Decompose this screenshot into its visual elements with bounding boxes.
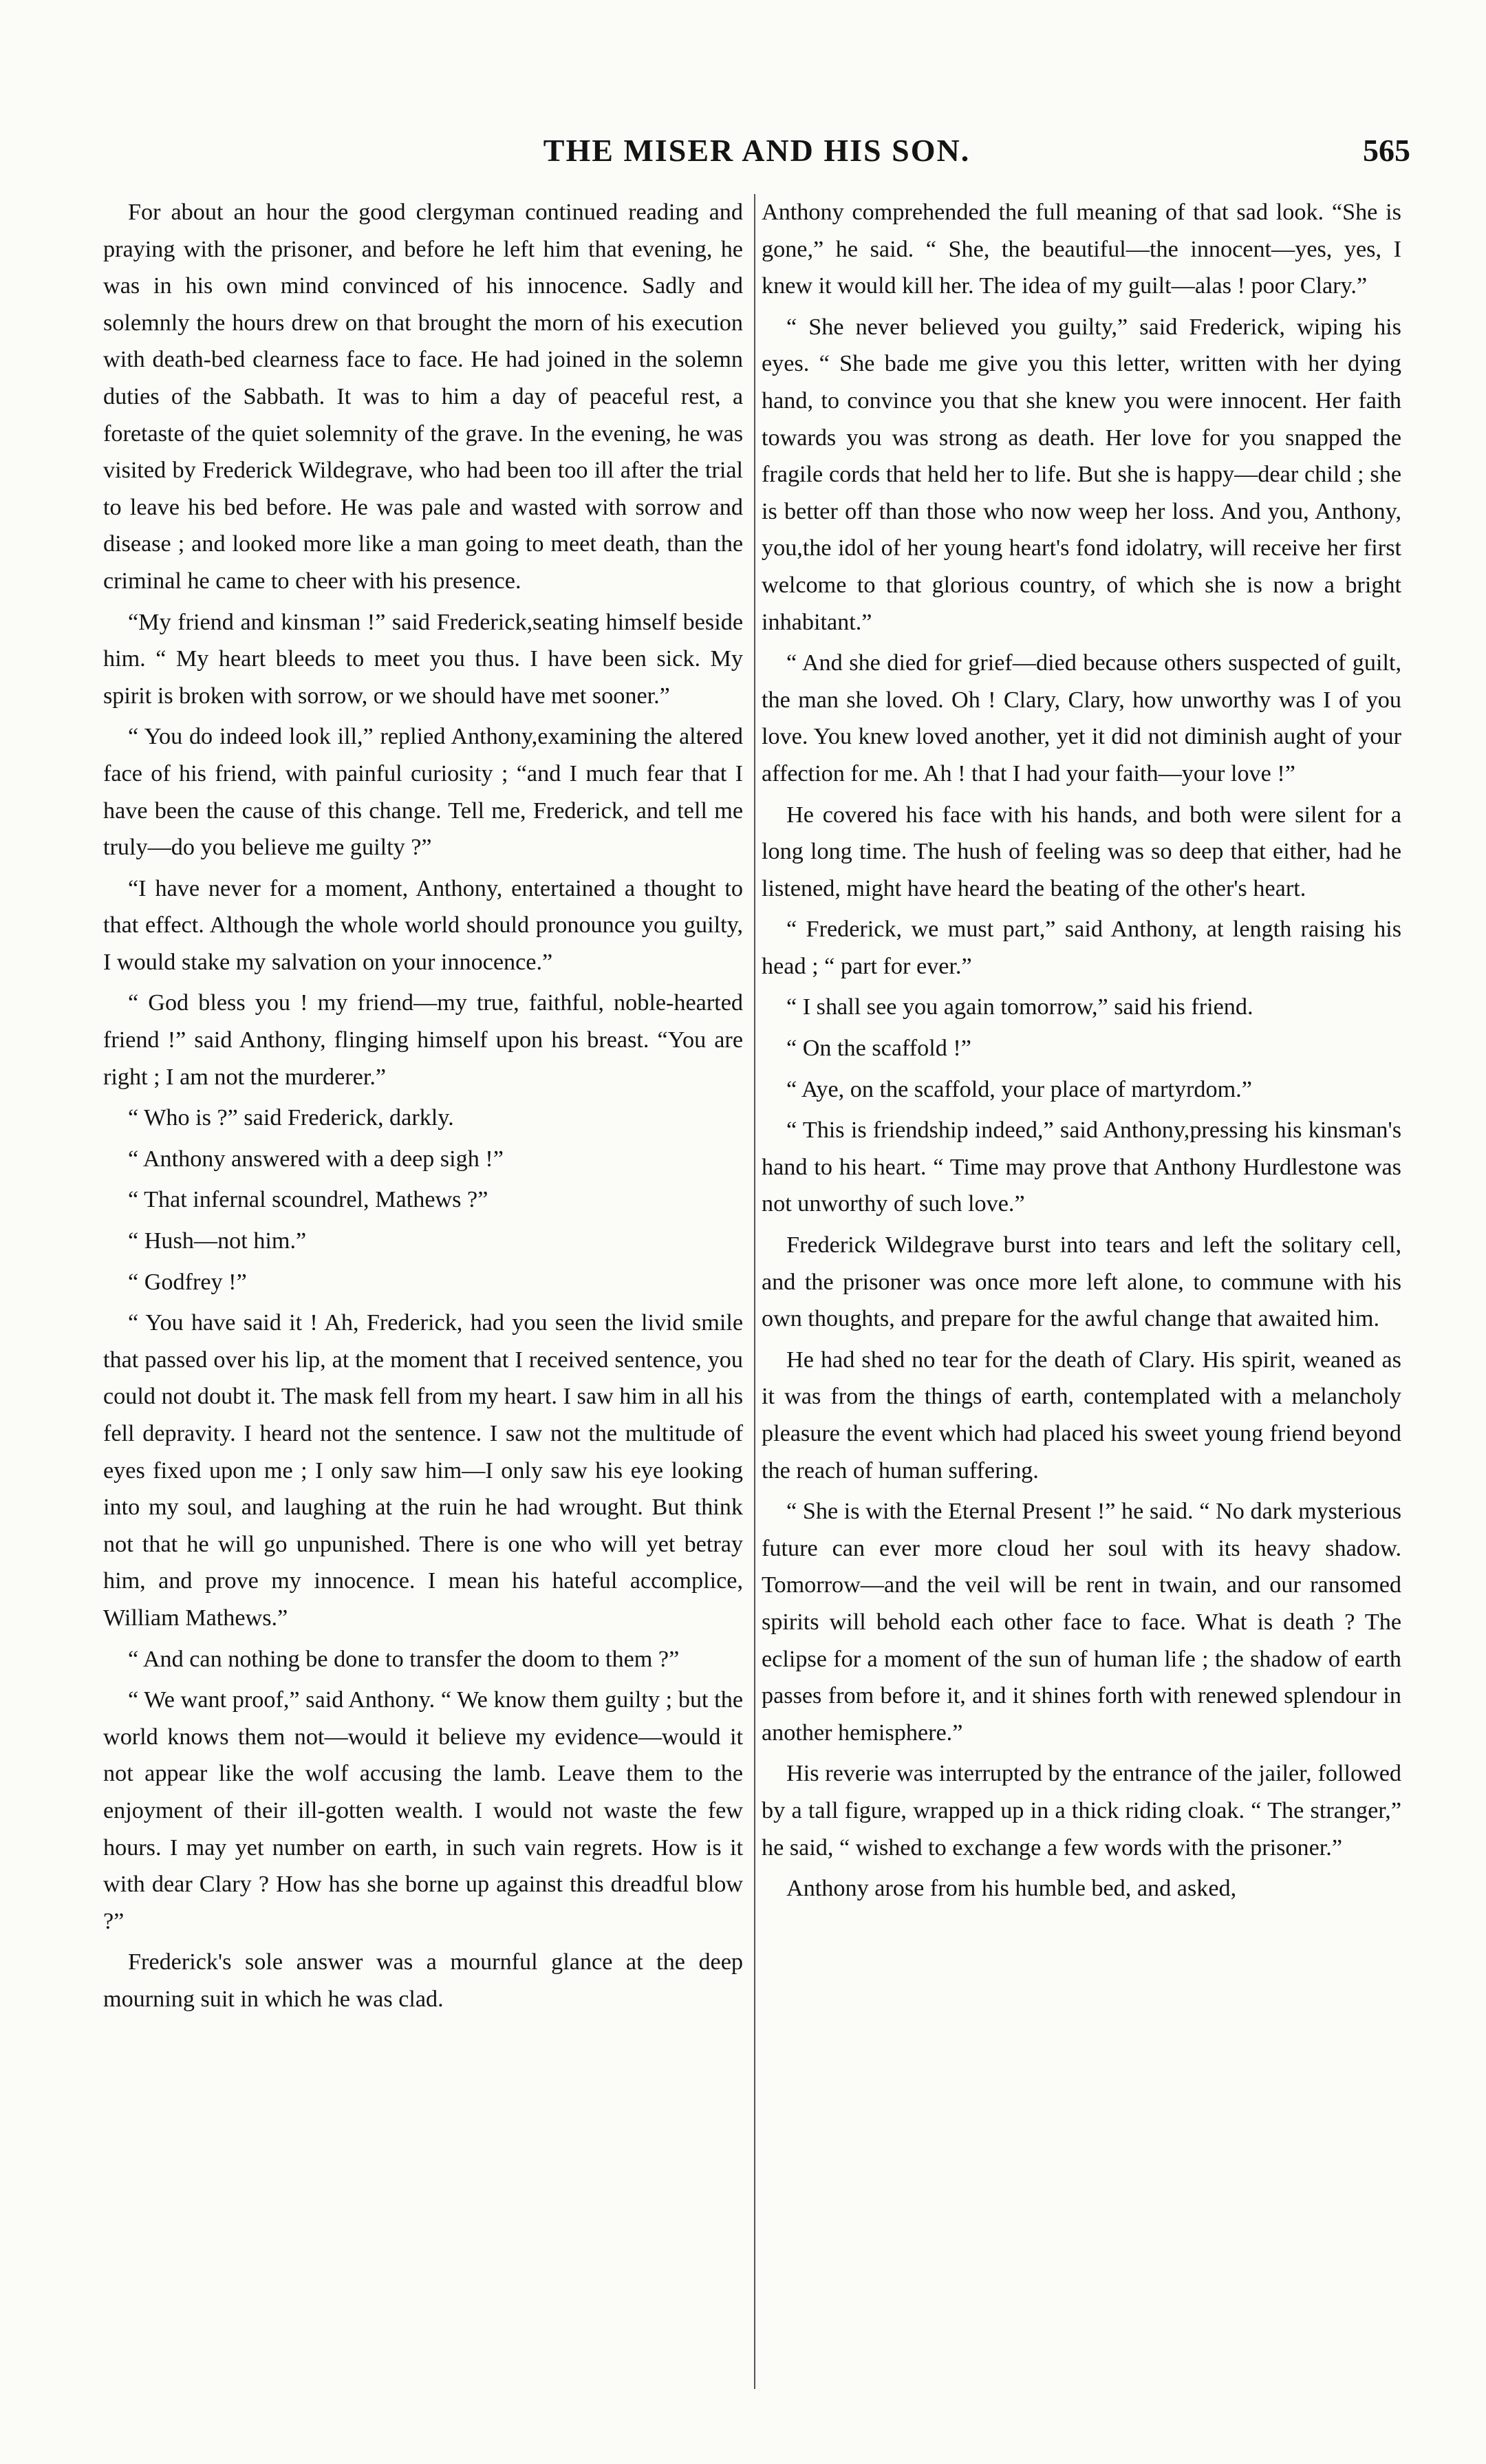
- paragraph: He had shed no tear for the death of Clary. His spirit, weaned as it was from the things of earth, contemplated with a melancholy pleasure the event which had placed his sweet young friend beyond the reach of human suffering.: [762, 1347, 1401, 1483]
- paragraph: “ She is with the Eternal Present !” he said. “ No dark mysterious future can ever more cloud her soul with its heavy shadow. Tomorrow—and the veil will be rent in twain, and our ransomed spirits will behold each other face to face. What is death ? The eclipse for a moment of the sun of human life ; the shadow of earth passes from before it, and it shines forth with renewed splendour in another hemisphere.”: [762, 1499, 1401, 1746]
- page-header: [103, 132, 1410, 173]
- paragraph: “ Anthony answered with a deep sigh !”: [128, 1146, 504, 1172]
- left-column: [103, 194, 743, 2022]
- paragraph: He covered his face with his hands, and both were silent for a long long time. The hush of feeling was so deep that either, had he listened, might have heard the beating of the other's heart.: [762, 802, 1401, 901]
- right-column: [762, 194, 1401, 1911]
- paragraph: Frederick's sole answer was a mournful glance at the deep mourning suit in which he was clad.: [103, 1949, 743, 2012]
- paragraph: “ Hush—not him.”: [128, 1228, 307, 1254]
- paragraph: “ Frederick, we must part,” said Anthony, at length raising his head ; “ part for ever.”: [762, 917, 1401, 979]
- paragraph: “ You do indeed look ill,” replied Anthony,examining the altered face of his friend, with painful curiosity ; “and I much fear that I have been the cause of this change. Tell me, Frederick, and tell me truly—do you believe me guilty ?”: [103, 724, 743, 861]
- paragraph: “ And she died for grief—died because others suspected of guilt, the man she loved. Oh ! Clary, Clary, how unworthy was I of you love. You knew loved another, yet it did not diminish aught of your affection for me. Ah ! that I had your faith—your love !”: [762, 650, 1401, 786]
- page-number: 565: [1363, 133, 1410, 168]
- paragraph: His reverie was interrupted by the entrance of the jailer, followed by a tall figure, wrapped up in a thick riding cloak. “ The stranger,” he said, “ wished to exchange a few words with the prisoner.”: [762, 1761, 1401, 1861]
- paragraph: “ Who is ?” said Frederick, darkly.: [128, 1105, 454, 1131]
- paragraph: For about an hour the good clergyman continued reading and praying with the prisoner, and before he left him that evening, he was in his own mind convinced of his innocence. Sadly and solemnly the hours drew on that brought the morn of his execution with death-bed clearness face to face. He had joined in the solemn duties of the Sabbath. It was to him a day of peaceful rest, a foretaste of the quiet solemnity of the grave. In the evening, he was visited by Frederick Wildegrave, who had been too ill after the trial to leave his bed before. He was pale and wasted with sorrow and disease ; and looked more like a man going to meet death, than the criminal he came to cheer with his presence.: [103, 200, 743, 594]
- paragraph: “ We want proof,” said Anthony. “ We know them guilty ; but the world knows them not—would it believe my evidence—would it not appear like the wolf accusing the lamb. Leave them to the enjoyment of their ill-gotten wealth. I would not waste the few hours. I may yet number on earth, in such vain regrets. How is it with dear Clary ? How has she borne up against this dreadful blow ?”: [103, 1687, 743, 1934]
- paragraph: “ Godfrey !”: [128, 1269, 247, 1295]
- paragraph: “ On the scaffold !”: [786, 1036, 971, 1062]
- paragraph: “ She never believed you guilty,” said Frederick, wiping his eyes. “ She bade me give you this letter, written with her dying hand, to convince you that she knew you were innocent. Her faith towards you was strong as death. Her love for you snapped the fragile cords that held her to life. But she is happy—dear child ; she is better off than those who now weep her loss. And you, Anthony, you,the idol of her young heart's fond idolatry, will receive her first welcome to that glorious country, of which she is now a bright inhabitant.”: [762, 314, 1401, 635]
- running-title: THE MISER AND HIS SON.: [543, 133, 971, 168]
- paragraph: “My friend and kinsman !” said Frederick,seating himself beside him. “ My heart bleeds to meet you thus. I have been sick. My spirit is broken with sorrow, or we should have met sooner.”: [103, 609, 743, 709]
- paragraph: “ This is friendship indeed,” said Anthony,pressing his kinsman's hand to his heart. “ Time may prove that Anthony Hurdlestone was not unworthy of such love.”: [762, 1117, 1401, 1217]
- paragraph: “I have never for a moment, Anthony, entertained a thought to that effect. Although the whole world should pronounce you guilty, I would stake my salvation on your innocence.”: [103, 875, 743, 975]
- paragraph: “ God bless you ! my friend—my true, faithful, noble-hearted friend !” said Anthony, flinging himself upon his breast. “You are right ; I am not the murderer.”: [103, 990, 743, 1090]
- column-divider: [754, 194, 755, 2389]
- paragraph: “ Aye, on the scaffold, your place of martyrdom.”: [786, 1076, 1252, 1102]
- paragraph: “ And can nothing be done to transfer the doom to them ?”: [128, 1646, 680, 1672]
- paragraph: “ That infernal scoundrel, Mathews ?”: [128, 1187, 488, 1213]
- paragraph: Frederick Wildegrave burst into tears and left the solitary cell, and the prisoner was once more left alone, to commune with his own thoughts, and prepare for the awful change that awaited him.: [762, 1232, 1401, 1332]
- paragraph: Anthony comprehended the full meaning of that sad look. “She is gone,” he said. “ She, the beautiful—the innocent—yes, yes, I knew it would kill her. The idea of my guilt—alas ! poor Clary.”: [762, 200, 1401, 299]
- paragraph: “ You have said it ! Ah, Frederick, had you seen the livid smile that passed over his lip, at the moment that I received sentence, you could not doubt it. The mask fell from my heart. I saw him in all his fell depravity. I heard not the sentence. I saw not the multitude of eyes fixed upon me ; I only saw him—I only saw his eye looking into my soul, and laughing at the ruin he had wrought. But think not that he will go unpunished. There is one who will yet betray him, and prove my innocence. I mean his hateful accomplice, William Mathews.”: [103, 1310, 743, 1631]
- paragraph: “ I shall see you again tomorrow,” said his friend.: [786, 994, 1253, 1020]
- paragraph: Anthony arose from his humble bed, and asked,: [786, 1876, 1237, 1902]
